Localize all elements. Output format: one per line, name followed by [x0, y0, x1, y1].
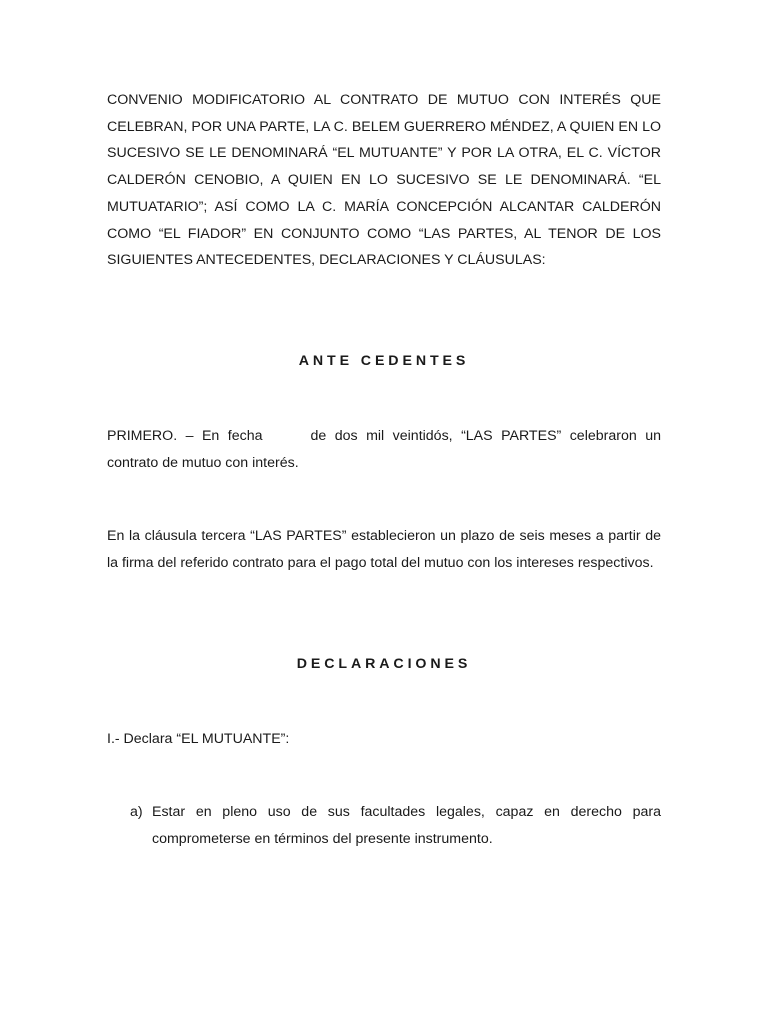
list-marker: a) [130, 804, 143, 820]
primero-paragraph [107, 423, 661, 476]
antecedentes-heading: ANTE CEDENTES [298, 353, 470, 369]
primero-text-end: de dos mil veintidós, “LAS PARTES” celebraron un contrato de mutuo con interés. [107, 428, 661, 471]
declaraciones-heading: DECLARACIONES [296, 656, 472, 672]
clausula-tercera-paragraph: En la cláusula tercera “LAS PARTES” establecieron un plazo de seis meses a partir de la firma del referido contrato para el pago total del mutuo con los intereses respectivos. [107, 528, 661, 571]
declaration-item-text: Estar en pleno uso de sus facultades legales, capaz en derecho para comprometerse en términos del presente instrumento. [152, 804, 661, 847]
primero-text-start: PRIMERO. – En fecha [107, 428, 263, 444]
declara-mutuante-label: I.- Declara “EL MUTUANTE”: [107, 731, 290, 747]
intro-paragraph: CONVENIO MODIFICATORIO AL CONTRATO DE MUTUO CON INTERÉS QUE CELEBRAN, POR UNA PARTE, LA C. BELEM GUERRERO MÉNDEZ, A QUIEN EN LO SUCESIVO SE LE DENOMINARÁ “EL MUTUANTE” Y POR LA OTRA, EL C. VÍCTOR CALDERÓN CENOBIO, A QUIEN EN LO SUCESIVO SE LE DENOMINARÁ. “EL MUTUATARIO”; ASÍ COMO LA C. MARÍA CONCEPCIÓN ALCANTAR CALDERÓN COMO “EL FIADOR” EN CONJUNTO COMO “LAS PARTES, AL TENOR DE LOS SIGUIENTES ANTECEDENTES, DECLARACIONES Y CLÁUSULAS: [107, 92, 661, 269]
declaration-item-a [130, 799, 661, 852]
